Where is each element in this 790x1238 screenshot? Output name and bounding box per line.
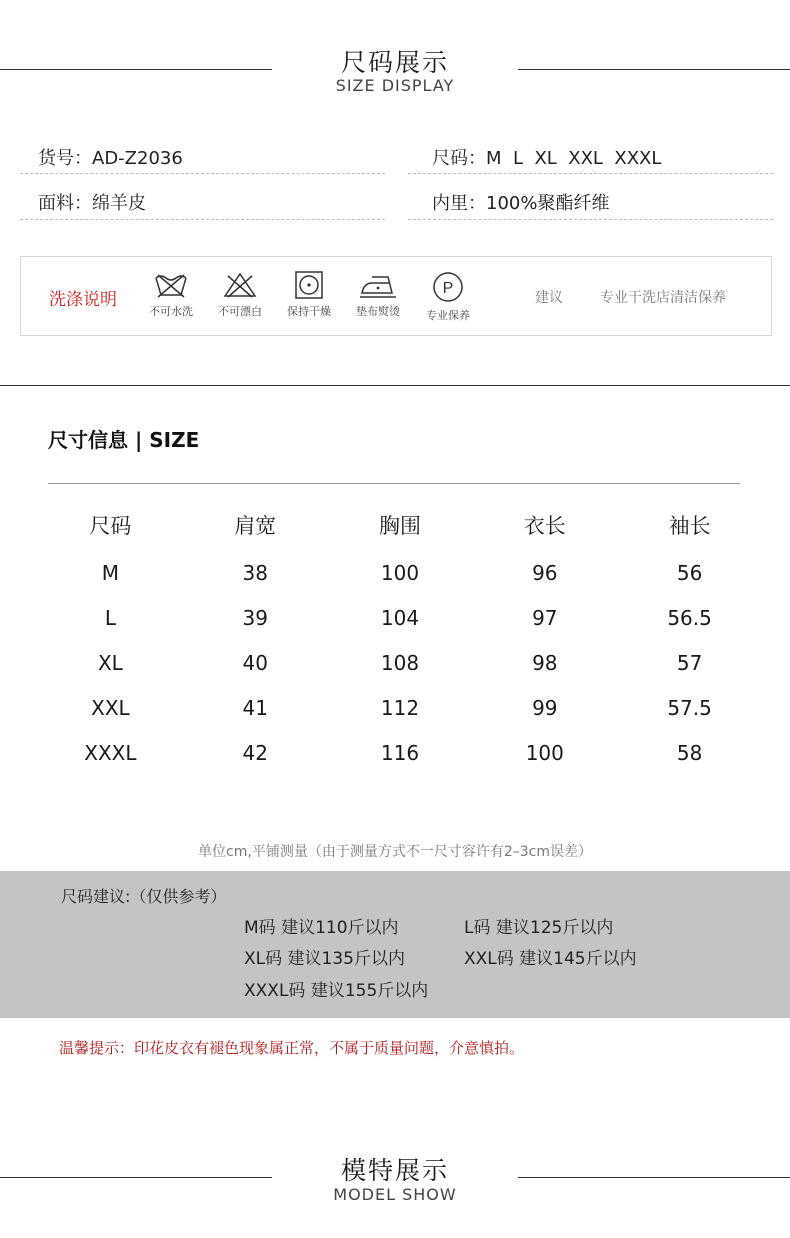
wash-label: 不可漂白 bbox=[218, 305, 262, 318]
table-header-row bbox=[38, 500, 762, 550]
section-divider bbox=[0, 385, 790, 386]
wash-item-iron bbox=[348, 271, 408, 319]
no-wash-icon bbox=[153, 271, 189, 299]
table-cell: XXXL bbox=[84, 740, 137, 765]
wash-item-no-bleach bbox=[210, 271, 270, 319]
svg-text:P: P bbox=[442, 280, 454, 297]
divider bbox=[408, 219, 773, 220]
table-cell: M bbox=[101, 560, 120, 585]
column-header: 袖长 bbox=[668, 514, 711, 538]
professional-care-icon bbox=[430, 271, 466, 303]
table-row bbox=[38, 640, 762, 685]
lining: 内里：100%聚酯纤维 bbox=[432, 193, 610, 214]
table-cell: 56.5 bbox=[667, 605, 712, 630]
wash-label: 垫布熨烫 bbox=[356, 305, 400, 318]
iron-with-cloth-icon bbox=[358, 271, 398, 299]
table-cell: 58 bbox=[676, 740, 703, 765]
no-bleach-icon bbox=[222, 271, 258, 299]
recommendation-item: XXL码 建议145斤以内 bbox=[464, 949, 637, 969]
table-cell: 108 bbox=[380, 650, 420, 675]
table-cell: 99 bbox=[532, 695, 558, 720]
wash-label: 不可水洗 bbox=[149, 305, 193, 318]
table-cell: XL bbox=[97, 650, 123, 675]
wash-label: 保持干燥 bbox=[287, 305, 331, 318]
table-row bbox=[38, 730, 762, 775]
table-cell: 97 bbox=[532, 605, 558, 630]
model-show-title: 模特展示 bbox=[340, 1156, 449, 1185]
table-cell: 56 bbox=[676, 560, 703, 585]
wash-advice-label: 建议 bbox=[535, 290, 563, 306]
table-cell: XXL bbox=[91, 695, 130, 720]
fabric: 面料：绵羊皮 bbox=[38, 193, 146, 214]
table-cell: 100 bbox=[380, 560, 420, 585]
column-header: 尺码 bbox=[89, 514, 132, 538]
available-sizes: 尺码：M L XL XXL XXXL bbox=[432, 148, 662, 169]
column-header: 胸围 bbox=[378, 514, 421, 538]
size-display-title: 尺码展示 bbox=[340, 48, 449, 77]
wash-instructions-box bbox=[20, 256, 772, 336]
table-cell: 116 bbox=[380, 740, 420, 765]
recommendation-item: XXXL码 建议155斤以内 bbox=[244, 981, 429, 1001]
wash-item-professional bbox=[418, 271, 478, 323]
table-cell: 112 bbox=[380, 695, 420, 720]
table-row bbox=[38, 550, 762, 595]
table-cell: 39 bbox=[242, 605, 268, 630]
size-info-title: 尺寸信息 | SIZE bbox=[48, 428, 200, 452]
column-header: 肩宽 bbox=[234, 514, 277, 538]
unit-note: 单位cm,平铺测量（由于测量方式不一尺寸容许有2–3cm误差） bbox=[198, 844, 592, 860]
table-cell: 57 bbox=[676, 650, 703, 675]
recommendation-title: 尺码建议:（仅供参考） bbox=[61, 887, 227, 906]
dry-icon bbox=[291, 271, 327, 299]
recommendation-item: XL码 建议135斤以内 bbox=[244, 949, 405, 969]
table-cell: 57.5 bbox=[667, 695, 712, 720]
wash-item-no-wash bbox=[141, 271, 201, 319]
table-cell: 104 bbox=[380, 605, 420, 630]
table-cell: 96 bbox=[532, 560, 558, 585]
table-cell: 98 bbox=[532, 650, 558, 675]
size-info-divider bbox=[48, 483, 740, 484]
table-cell: 100 bbox=[525, 740, 564, 765]
item-number: 货号：AD-Z2036 bbox=[38, 148, 183, 169]
notice-text: 温馨提示：印花皮衣有褪色现象属正常，不属于质量问题，介意慎拍。 bbox=[59, 1039, 525, 1057]
recommendation-item: L码 建议125斤以内 bbox=[464, 918, 614, 938]
wash-label: 专业保养 bbox=[426, 309, 470, 322]
size-recommendation-block bbox=[0, 871, 790, 1018]
wash-item-dry bbox=[279, 271, 339, 319]
table-row bbox=[38, 595, 762, 640]
table-cell: 38 bbox=[242, 560, 268, 585]
divider bbox=[20, 173, 385, 174]
size-display-subtitle: SIZE DISPLAY bbox=[335, 76, 455, 95]
wash-title: 洗涤说明 bbox=[49, 290, 117, 310]
table-cell: L bbox=[104, 605, 116, 630]
model-show-subtitle: MODEL SHOW bbox=[333, 1185, 457, 1204]
wash-advice-text: 专业干洗店清洁保养 bbox=[600, 290, 726, 306]
table-cell: 40 bbox=[242, 650, 268, 675]
table-cell: 42 bbox=[242, 740, 268, 765]
divider bbox=[20, 219, 385, 220]
recommendation-item: M码 建议110斤以内 bbox=[244, 918, 399, 938]
table-cell: 41 bbox=[242, 695, 268, 720]
table-row bbox=[38, 685, 762, 730]
divider bbox=[408, 173, 773, 174]
size-table bbox=[38, 500, 762, 775]
column-header: 衣长 bbox=[523, 514, 566, 538]
